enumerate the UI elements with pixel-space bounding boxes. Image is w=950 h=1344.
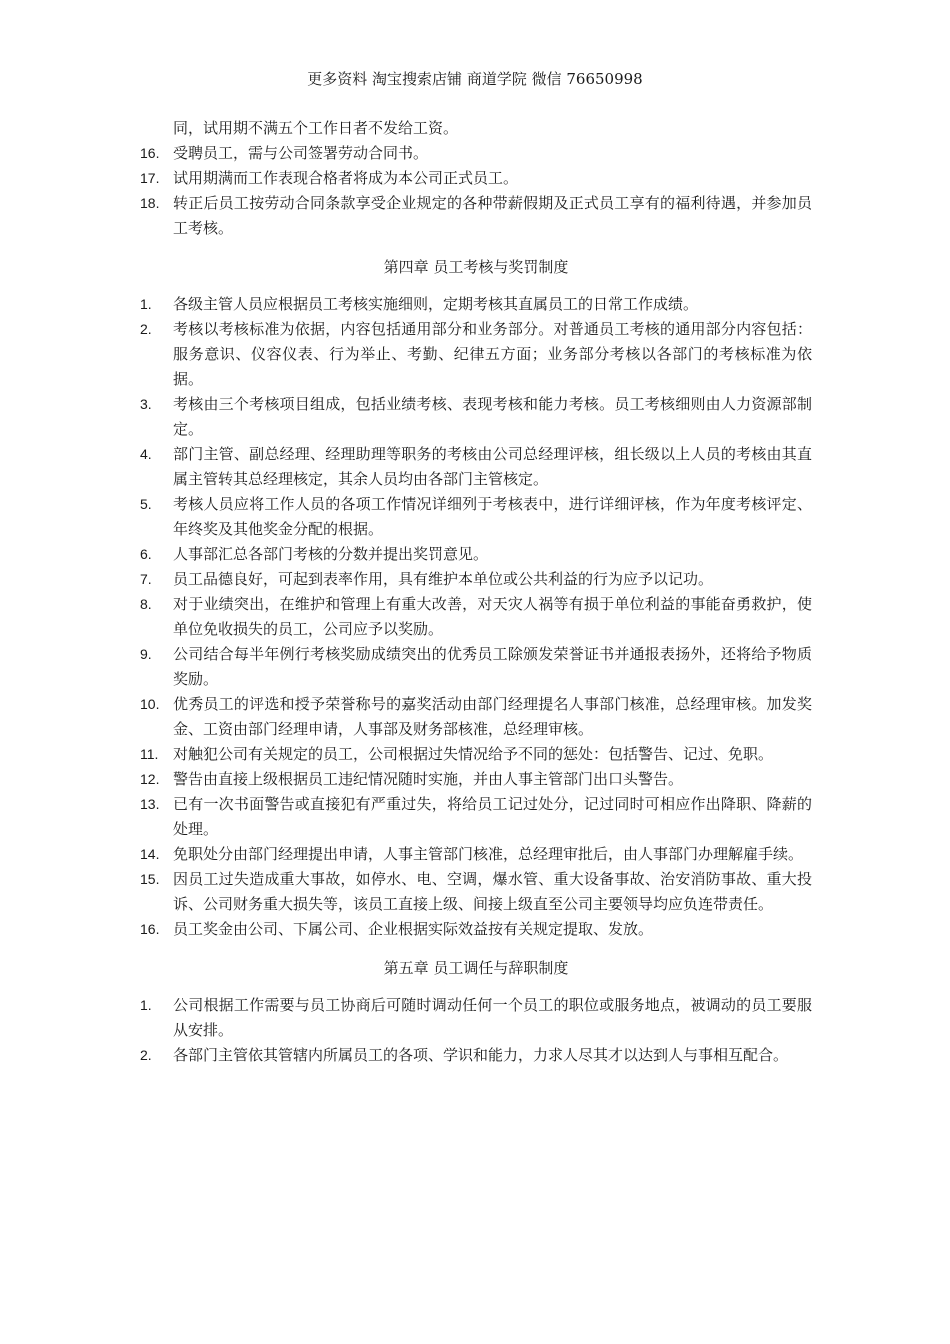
item-number: 12.: [140, 771, 160, 787]
item-text: 转正后员工按劳动合同条款享受企业规定的各种带薪假期及正式员工享有的福利待遇，并参加员工考核。: [173, 194, 812, 237]
item-text: 受聘员工，需与公司签署劳动合同书。: [173, 144, 429, 162]
list-item: [140, 191, 812, 241]
list-item: [140, 292, 812, 317]
item-text: 各部门主管依其管辖内所属员工的各项、学识和能力，力求人尽其才以达到人与事相互配合。: [173, 1046, 789, 1064]
item-text: 优秀员工的评选和授予荣誉称号的嘉奖活动由部门经理提名人事部门核准，总经理审核。加发奖金、工资由部门经理申请，人事部及财务部核准，总经理审核。: [173, 695, 812, 738]
item-text: 员工奖金由公司、下属公司、企业根据实际效益按有关规定提取、发放。: [173, 920, 654, 938]
item-text: 对触犯公司有关规定的员工，公司根据过失情况给予不同的惩处：包括警告、记过、免职。: [173, 745, 774, 763]
item-text: 因员工过失造成重大事故，如停水、电、空调，爆水管、重大设备事故、治安消防事故、重大投诉、公司财务重大损失等，该员工直接上级、间接上级直至公司主要领导均应负连带责任。: [173, 870, 812, 913]
item-text: 公司结合每半年例行考核奖励成绩突出的优秀员工除颁发荣誉证书并通报表扬外，还将给予物质奖励。: [173, 645, 812, 688]
item-text: 考核以考核标准为依据，内容包括通用部分和业务部分。对普通员工考核的通用部分内容包括：服务意识、仪容仪表、行为举止、考勤、纪律五方面；业务部分考核以各部门的考核标准为依据。: [173, 320, 812, 388]
item-number: 9.: [140, 646, 152, 662]
item-text: 人事部汇总各部门考核的分数并提出奖罚意见。: [173, 545, 489, 563]
item-number: 5.: [140, 496, 152, 512]
list-transfer: [140, 993, 812, 1068]
item-number: 15.: [140, 871, 160, 887]
item-text: 考核由三个考核项目组成，包括业绩考核、表现考核和能力考核。员工考核细则由人力资源部制定。: [173, 395, 812, 438]
chapter-5-heading: 第五章 员工调任与辞职制度: [383, 959, 569, 977]
item-number: 2.: [140, 1047, 152, 1063]
item-number: 3.: [140, 396, 152, 412]
list-item: [140, 917, 812, 942]
item-number: 4.: [140, 446, 152, 462]
item-number: 7.: [140, 571, 152, 587]
list-item: [140, 742, 812, 767]
item-text: 试用期满而工作表现合格者将成为本公司正式员工。: [173, 169, 519, 187]
list-item: [140, 392, 812, 442]
item-number: 2.: [140, 321, 152, 337]
item-number: 10.: [140, 696, 160, 712]
item-number: 16.: [140, 145, 160, 161]
list-item: [140, 166, 812, 191]
list-item: [140, 141, 812, 166]
list-hiring: [140, 141, 812, 241]
list-item: [140, 767, 812, 792]
list-item: [140, 567, 812, 592]
item-number: 18.: [140, 195, 160, 211]
item-number: 8.: [140, 596, 152, 612]
list-item: [140, 542, 812, 567]
item-text: 已有一次书面警告或直接犯有严重过失，将给员工记过处分，记过同时可相应作出降职、降薪的处理。: [173, 795, 812, 838]
document-body: [140, 116, 812, 1068]
item-number: 1.: [140, 296, 152, 312]
list-item: [140, 692, 812, 742]
item-text: 警告由直接上级根据员工违纪情况随时实施，并由人事主管部门出口头警告。: [173, 770, 684, 788]
list-item: [140, 592, 812, 642]
item-number: 1.: [140, 997, 152, 1013]
item-text: 各级主管人员应根据员工考核实施细则，定期考核其直属员工的日常工作成绩。: [173, 295, 699, 313]
list-assessment: [140, 292, 812, 942]
list-item: [140, 317, 812, 392]
list-item: [140, 867, 812, 917]
item-number: 16.: [140, 921, 160, 937]
list-item: [140, 492, 812, 542]
page-header: 更多资料 淘宝搜索店铺 商道学院 微信 76650998: [307, 70, 643, 88]
list-item: [140, 1043, 812, 1068]
item-text: 公司根据工作需要与员工协商后可随时调动任何一个员工的职位或服务地点，被调动的员工要服从安排。: [173, 996, 812, 1039]
item-text: 免职处分由部门经理提出申请，人事主管部门核准，总经理审批后，由人事部门办理解雇手续。: [173, 845, 804, 863]
item-number: 17.: [140, 170, 160, 186]
item-text: 员工品德良好，可起到表率作用，具有维护本单位或公共利益的行为应予以记功。: [173, 570, 714, 588]
list-item: [140, 993, 812, 1043]
list-item: [140, 642, 812, 692]
list-item: [140, 792, 812, 842]
item-number: 14.: [140, 846, 160, 862]
item-text: 对于业绩突出，在维护和管理上有重大改善，对天灾人祸等有损于单位利益的事能奋勇救护，使单位免收损失的员工，公司应予以奖励。: [173, 595, 812, 638]
item-text: 考核人员应将工作人员的各项工作情况详细列于考核表中，进行详细评核，作为年度考核评定、年终奖及其他奖金分配的根据。: [173, 495, 812, 538]
item-text: 部门主管、副总经理、经理助理等职务的考核由公司总经理评核，组长级以上人员的考核由其直属主管转其总经理核定，其余人员均由各部门主管核定。: [173, 445, 812, 488]
item-number: 6.: [140, 546, 152, 562]
item-number: 11.: [140, 746, 159, 762]
list-item: [140, 842, 812, 867]
list-item: [140, 442, 812, 492]
item-number: 13.: [140, 796, 160, 812]
continuation-text: 同，试用期不满五个工作日者不发给工资。: [173, 119, 459, 137]
chapter-4-heading: 第四章 员工考核与奖罚制度: [383, 258, 569, 276]
